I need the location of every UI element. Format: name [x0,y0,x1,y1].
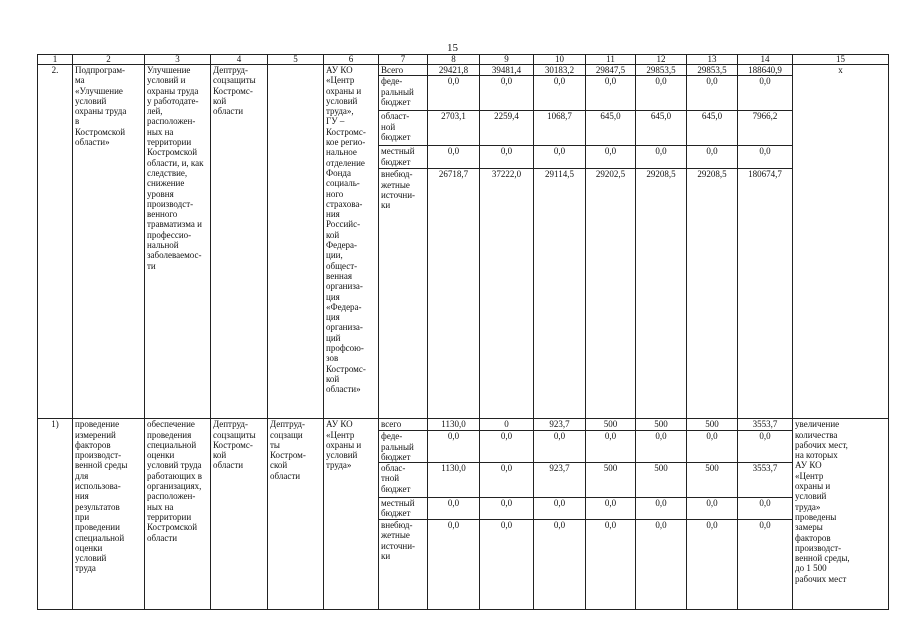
funding-value: 0,0 [586,520,636,610]
funding-value: 1130,0 [428,419,480,431]
funding-value: 0,0 [636,520,687,610]
col-number: 14 [738,55,793,65]
funding-value: 0,0 [428,146,480,169]
funding-value: 0,0 [534,498,586,520]
funding-source-label: Всего [379,65,428,76]
funding-value: 500 [636,463,687,498]
funding-value: 180674,7 [738,169,793,419]
funding-source-label: феде- ральный бюджет [379,76,428,111]
funding-value: 0,0 [428,498,480,520]
funding-value: 0,0 [687,498,738,520]
funding-value: 0,0 [480,498,534,520]
funding-value: 2259,4 [480,111,534,146]
funding-value: 0,0 [480,76,534,111]
measure-executor: Дептруд- соцзащиты Костромс- кой области [211,419,268,610]
funding-value: 3553,7 [738,419,793,431]
funding-source-label: облас- тной бюджет [379,463,428,498]
funding-value: 0,0 [586,146,636,169]
funding-value: 0,0 [738,146,793,169]
funding-value: 39481,4 [480,65,534,76]
funding-value: 0,0 [636,76,687,111]
col-number: 12 [636,55,687,65]
funding-value: 0,0 [687,431,738,463]
funding-source-label: всего [379,419,428,431]
funding-value: 29421,8 [428,65,480,76]
funding-value: 0,0 [687,76,738,111]
funding-value: 29853,5 [636,65,687,76]
funding-source-label: област- ной бюджет [379,111,428,146]
funding-source-label: местный бюджет [379,146,428,169]
funding-value: 0,0 [534,76,586,111]
funding-value: 0,0 [428,76,480,111]
subprogram-number: 2. [38,65,73,419]
funding-value: 188640,9 [738,65,793,76]
funding-value: 645,0 [586,111,636,146]
col-number: 4 [211,55,268,65]
funding-source-label: феде- ральный бюджет [379,431,428,463]
funding-value: 0,0 [428,431,480,463]
funding-value: 0,0 [636,498,687,520]
subprogram-executor: Дептруд- соцзащиты Костромс- кой области [211,65,268,419]
subprogram-goal: Улучшение условий и охраны труда у работодате- лей, расположен- ных на территории Костромской области, и, как следствие, снижение уровня производст- венного травматизма и профессио- нальной заболеваемос- ти [145,65,211,419]
funding-value: 29847,5 [586,65,636,76]
col-number: 11 [586,55,636,65]
col-number: 2 [73,55,145,65]
measure-participants: АУ КО «Центр охраны и условий труда» [324,419,379,610]
funding-source-label: внебюд- жетные источни- ки [379,520,428,610]
funding-value: 29202,5 [586,169,636,419]
funding-value: 0,0 [480,146,534,169]
subprogram-name: Подпрограм- ма «Улучшение условий охраны труда в Костромской области» [73,65,145,419]
funding-value: 0,0 [687,146,738,169]
funding-value: 29114,5 [534,169,586,419]
funding-value: 0,0 [636,431,687,463]
page-number: 15 [447,42,458,54]
funding-value: 0,0 [738,498,793,520]
funding-value: 0,0 [480,520,534,610]
funding-value: 3553,7 [738,463,793,498]
funding-value: 500 [687,463,738,498]
funding-value: 1068,7 [534,111,586,146]
funding-value: 29208,5 [636,169,687,419]
funding-value: 0 [480,419,534,431]
funding-value: 0,0 [428,520,480,610]
funding-value: 0,0 [738,76,793,111]
col-number: 15 [793,55,889,65]
funding-value: 0,0 [534,431,586,463]
subprogram-participants: АУ КО «Центр охраны и условий труда», ГУ – Костромс- кое регио- нальное отделение Фонда социаль- ного страхова- ния Российс- кой Федера- ции, общест- венная организа- ция «Федера- ция организа- ций профсою- зов Костромс- кой области» [324,65,379,419]
funding-value: 0,0 [480,431,534,463]
funding-value: 0,0 [480,463,534,498]
measure-source-row [38,419,889,431]
funding-value: 0,0 [586,76,636,111]
funding-source-label: местный бюджет [379,498,428,520]
measure-result: увеличение количества рабочих мест, на которых АУ КО «Центр охраны и условий труда» проведены замеры факторов производст- венной среды, до 1 500 рабочих мест [793,419,889,610]
funding-value: 29853,5 [687,65,738,76]
subprogram-result: x [793,65,889,419]
col-number: 3 [145,55,211,65]
funding-value: 0,0 [687,520,738,610]
measure-co-executor: Дептруд- соцзащи ты Костром- ской области [268,419,324,610]
funding-value: 500 [586,463,636,498]
funding-value: 645,0 [636,111,687,146]
col-number: 7 [379,55,428,65]
funding-value: 1130,0 [428,463,480,498]
col-number: 10 [534,55,586,65]
funding-value: 29208,5 [687,169,738,419]
col-number: 8 [428,55,480,65]
funding-source-label: внебюд- жетные источни- ки [379,169,428,419]
col-number: 13 [687,55,738,65]
subprogram-co-executor [268,65,324,419]
funding-value: 0,0 [586,498,636,520]
funding-value: 0,0 [586,431,636,463]
funding-value: 0,0 [534,520,586,610]
measure-name: проведение измерений факторов производст- венной среды для использова- ния результатов при проведении специальной оценки условий труда [73,419,145,610]
funding-value: 500 [586,419,636,431]
funding-value: 500 [636,419,687,431]
col-number: 6 [324,55,379,65]
funding-value: 2703,1 [428,111,480,146]
funding-value: 500 [687,419,738,431]
funding-value: 0,0 [636,146,687,169]
measure-number: 1) [38,419,73,610]
funding-value: 37222,0 [480,169,534,419]
funding-value: 30183,2 [534,65,586,76]
funding-value: 923,7 [534,463,586,498]
column-number-row [38,55,889,65]
subprogram-source-row [38,65,889,76]
funding-value: 0,0 [534,146,586,169]
measure-goal: обеспечение проведения специальной оценки условий труда работающих в организациях, расположен- ных на территории Костромской области [145,419,211,610]
funding-value: 923,7 [534,419,586,431]
col-number: 1 [38,55,73,65]
funding-value: 645,0 [687,111,738,146]
funding-value: 26718,7 [428,169,480,419]
funding-value: 0,0 [738,520,793,610]
funding-value: 0,0 [738,431,793,463]
program-table [37,54,889,610]
col-number: 9 [480,55,534,65]
funding-value: 7966,2 [738,111,793,146]
col-number: 5 [268,55,324,65]
